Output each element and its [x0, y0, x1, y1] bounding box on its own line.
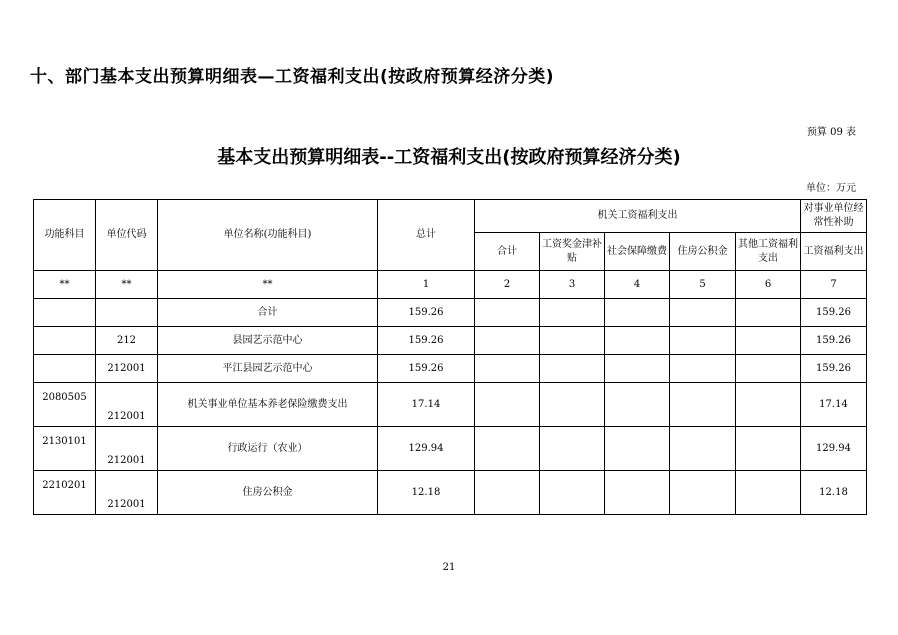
header-subtotal: 合计	[475, 233, 540, 271]
total-cell: 159.26	[378, 299, 475, 327]
code-cell: 212001	[96, 471, 158, 515]
func-cell: 2210201	[34, 471, 96, 515]
index-cell: **	[96, 271, 158, 299]
value-cell	[475, 299, 540, 327]
table-title: 基本支出预算明细表--工资福利支出(按政府预算经济分类)	[217, 147, 681, 168]
value-cell	[540, 383, 605, 427]
table-row	[34, 355, 867, 383]
table-row	[34, 383, 867, 427]
func-cell	[34, 355, 96, 383]
value-cell: 159.26	[801, 355, 867, 383]
header-housing: 住房公积金	[670, 233, 736, 271]
value-cell	[670, 427, 736, 471]
total-cell: 159.26	[378, 327, 475, 355]
value-cell	[736, 383, 801, 427]
index-cell: 7	[801, 271, 867, 299]
value-cell	[605, 471, 670, 515]
total-cell: 129.94	[378, 427, 475, 471]
index-cell: **	[34, 271, 96, 299]
value-cell	[605, 427, 670, 471]
name-cell: 行政运行（农业）	[158, 427, 378, 471]
func-cell	[34, 327, 96, 355]
value-cell	[736, 427, 801, 471]
value-cell	[605, 327, 670, 355]
budget-table	[33, 199, 867, 515]
code-cell: 212001	[96, 383, 158, 427]
value-cell	[605, 299, 670, 327]
value-cell	[540, 427, 605, 471]
func-cell	[34, 299, 96, 327]
value-cell	[736, 471, 801, 515]
value-cell	[475, 327, 540, 355]
value-cell	[475, 355, 540, 383]
index-cell: 5	[670, 271, 736, 299]
header-total: 总计	[378, 200, 475, 271]
code-cell: 212	[96, 327, 158, 355]
header-inst-group: 对事业单位经常性补助	[801, 200, 867, 233]
value-cell	[605, 383, 670, 427]
header-org-group: 机关工资福利支出	[475, 200, 801, 233]
index-cell: 4	[605, 271, 670, 299]
value-cell	[670, 471, 736, 515]
header-func-subject: 功能科目	[34, 200, 96, 271]
name-cell: 机关事业单位基本养老保险缴费支出	[158, 383, 378, 427]
name-cell: 住房公积金	[158, 471, 378, 515]
value-cell	[475, 471, 540, 515]
func-cell: 2130101	[34, 427, 96, 471]
index-row	[34, 271, 867, 299]
page-number: 21	[442, 562, 456, 573]
value-cell	[670, 383, 736, 427]
value-cell	[736, 299, 801, 327]
value-cell: 159.26	[801, 299, 867, 327]
header-salary: 工资奖金津补贴	[540, 233, 605, 271]
value-cell: 129.94	[801, 427, 867, 471]
table-row	[34, 427, 867, 471]
value-cell	[736, 355, 801, 383]
value-cell	[540, 327, 605, 355]
value-cell: 159.26	[801, 327, 867, 355]
header-inst-welfare: 工资福利支出	[801, 233, 867, 271]
value-cell	[540, 355, 605, 383]
index-cell: 3	[540, 271, 605, 299]
unit-label: 单位：万元	[806, 183, 856, 194]
value-cell	[475, 383, 540, 427]
value-cell	[736, 327, 801, 355]
index-cell: 2	[475, 271, 540, 299]
value-cell	[670, 299, 736, 327]
header-unit-name: 单位名称(功能科目)	[158, 200, 378, 271]
code-cell: 212001	[96, 427, 158, 471]
table-number: 预算 09 表	[806, 127, 856, 138]
total-cell: 159.26	[378, 355, 475, 383]
table-row	[34, 299, 867, 327]
header-social: 社会保障缴费	[605, 233, 670, 271]
section-heading: 十、部门基本支出预算明细表—工资福利支出(按政府预算经济分类)	[30, 67, 555, 87]
index-cell: 1	[378, 271, 475, 299]
total-cell: 12.18	[378, 471, 475, 515]
total-cell: 17.14	[378, 383, 475, 427]
name-cell: 合计	[158, 299, 378, 327]
code-cell: 212001	[96, 355, 158, 383]
index-cell: **	[158, 271, 378, 299]
header-other: 其他工资福利支出	[736, 233, 801, 271]
index-cell: 6	[736, 271, 801, 299]
value-cell	[670, 327, 736, 355]
name-cell: 平江县园艺示范中心	[158, 355, 378, 383]
table-row	[34, 471, 867, 515]
value-cell	[605, 355, 670, 383]
value-cell: 17.14	[801, 383, 867, 427]
value-cell	[540, 299, 605, 327]
value-cell	[670, 355, 736, 383]
value-cell: 12.18	[801, 471, 867, 515]
table-row	[34, 327, 867, 355]
value-cell	[540, 471, 605, 515]
header-unit-code: 单位代码	[96, 200, 158, 271]
func-cell: 2080505	[34, 383, 96, 427]
value-cell	[475, 427, 540, 471]
code-cell	[96, 299, 158, 327]
name-cell: 县园艺示范中心	[158, 327, 378, 355]
